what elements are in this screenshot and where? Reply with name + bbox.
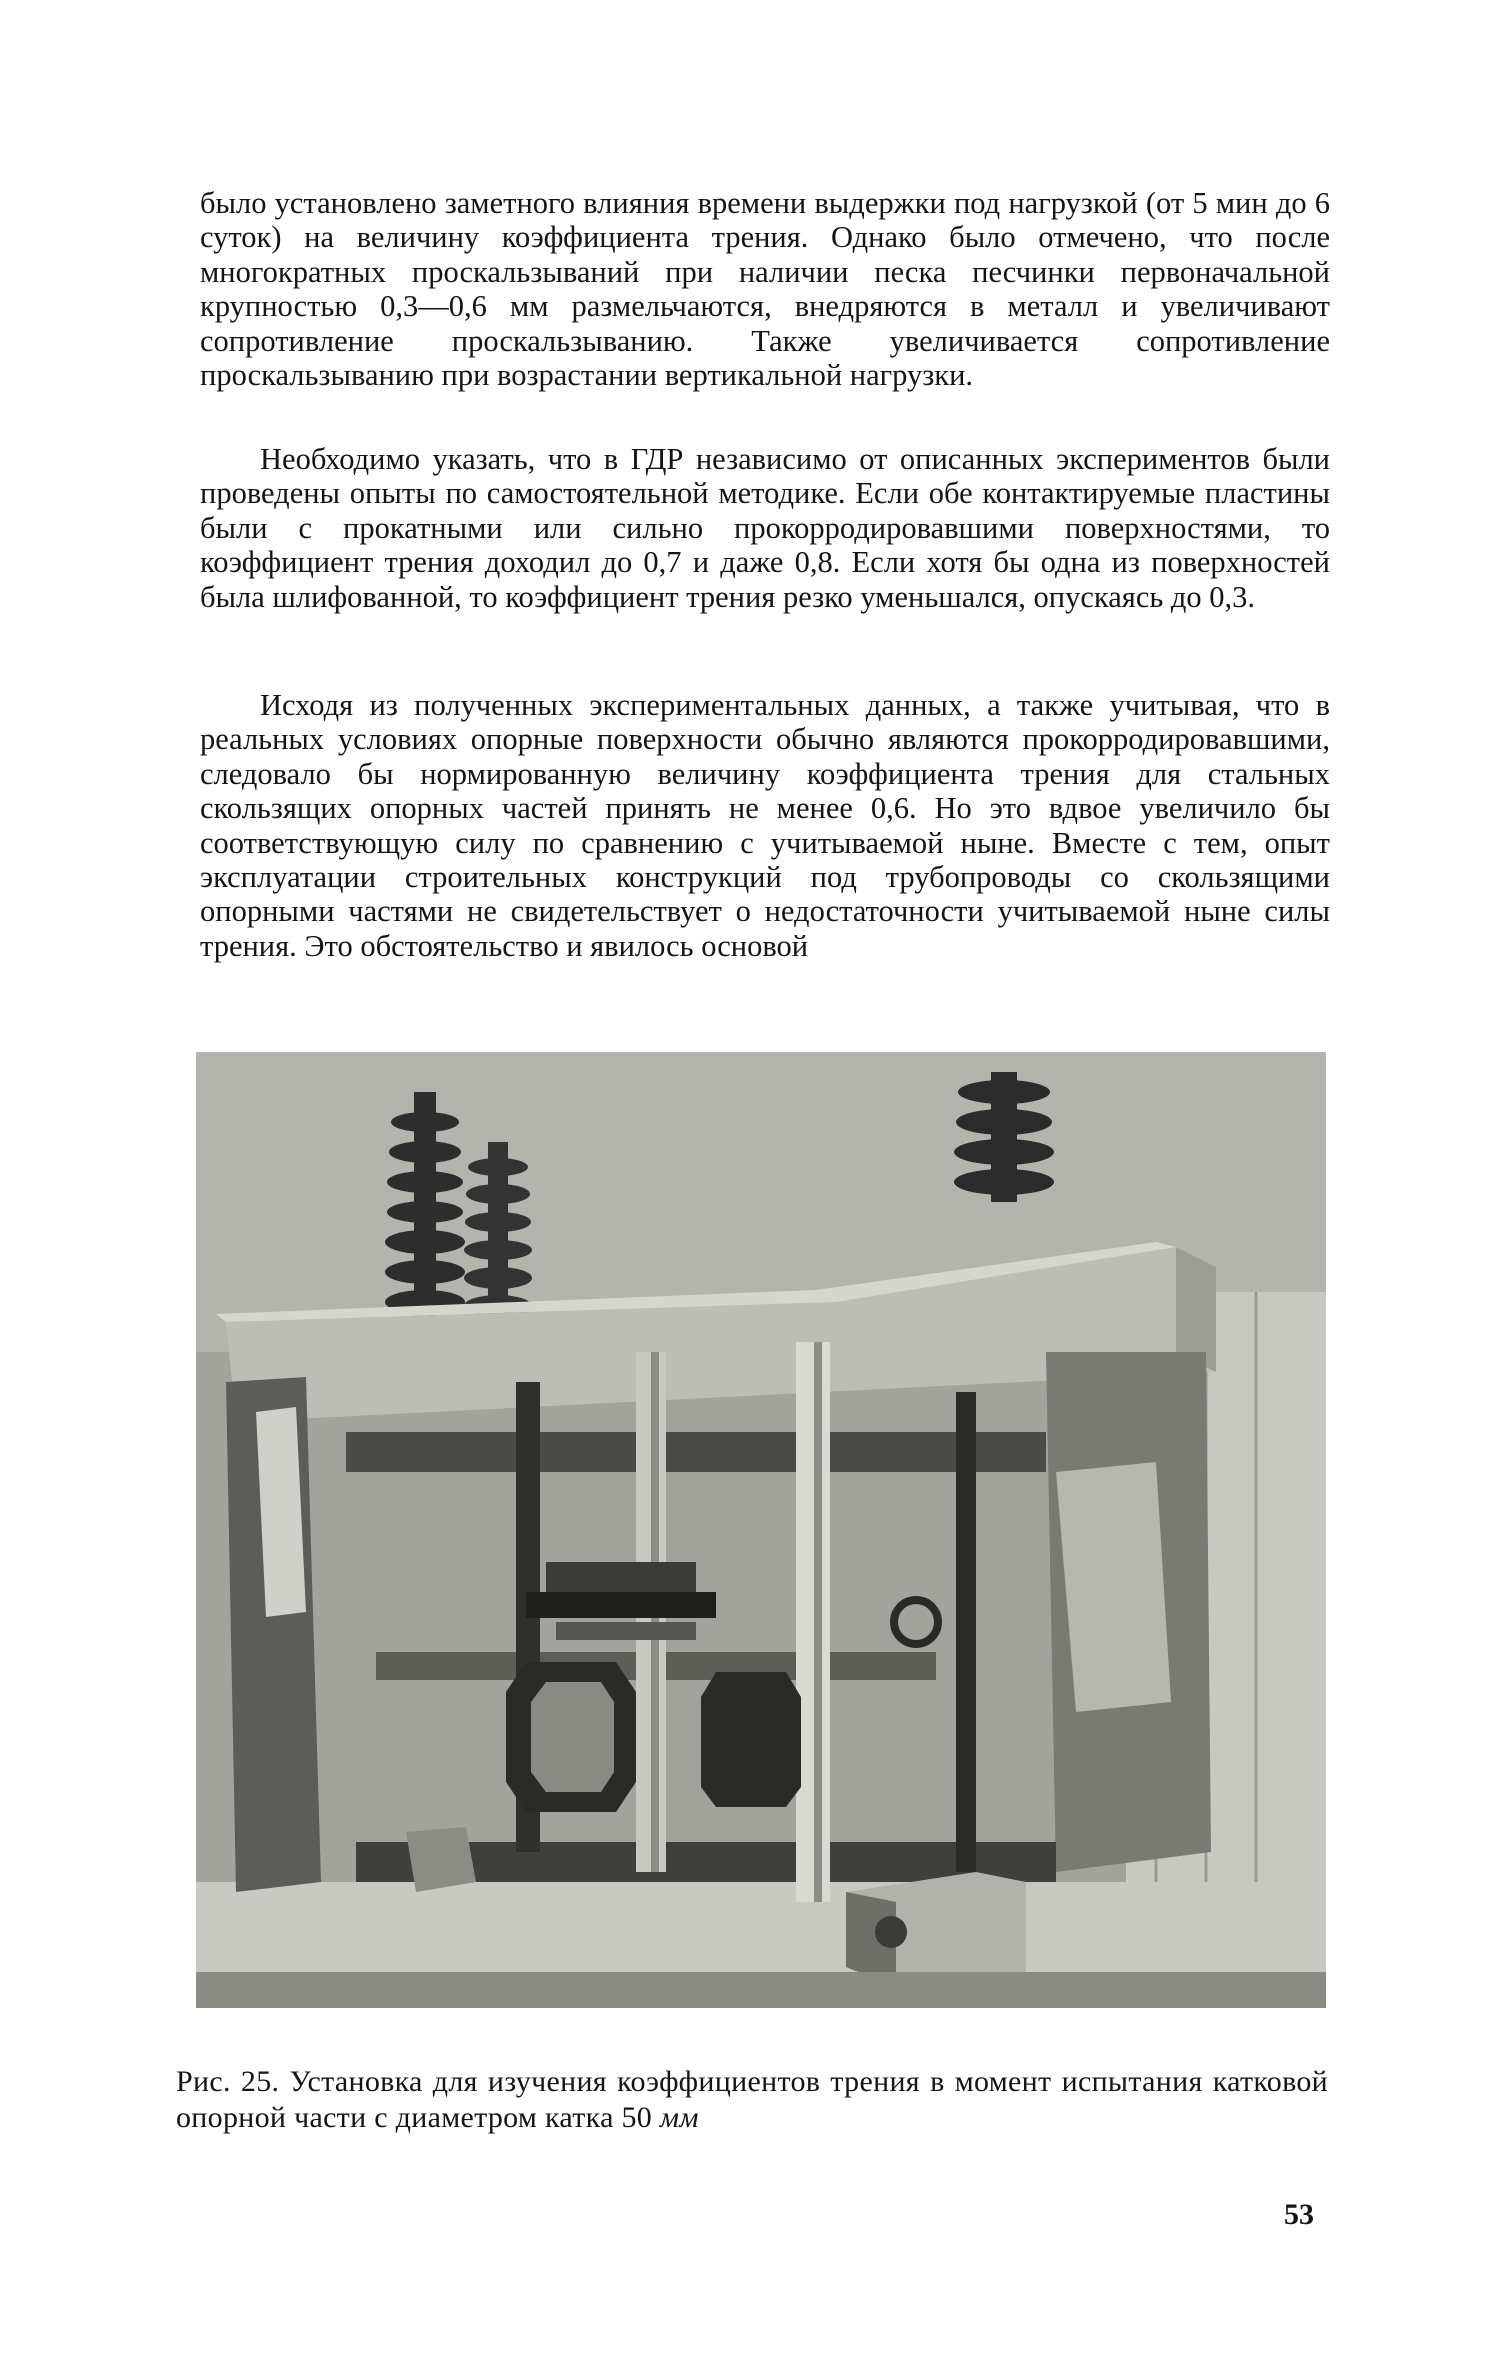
paragraph-3-text: Исходя из полученных экспериментальных данных, а также учитывая, что в реальных условиях опорные поверхности обычно являются прокорродировавшими, следовало бы нормированную величину коэффициента трения для стальных скользящих опорных частей принять не менее 0,6. Но это вдвое увеличило бы соответствующую силу по сравнению с учитываемой ныне. Вместе с тем, опыт эксплуатации строительных конструкций под трубопроводы со скользящими опорными частями не свидетельствует о недостаточности учитываемой ныне силы трения. Это обстоятельство и явилось основой [200, 688, 1330, 963]
caption-unit: мм [659, 2101, 699, 2134]
paragraph-1-text: было установлено заметного влияния времени выдержки под нагрузкой (от 5 мин до 6 суток) на величину коэффициента трения. Однако было отмечено, что после многократных проскальзываний при наличии песка песчинки первоначальной крупностью 0,3—0,6 мм размельчаются, внедряются в металл и увеличивают сопротивление проскальзыванию. Также увеличивается сопротивление проскальзыванию при возрастании вертикальной нагрузки. [200, 186, 1330, 393]
test-rig-photo [196, 1052, 1326, 2008]
figure-caption [176, 2064, 1328, 2136]
page-number: 53 [1284, 2198, 1314, 2231]
body-paragraph-3 [200, 688, 1330, 963]
caption-text: Рис. 25. Установка для изучения коэффициентов трения в момент испытания катковой опорной части с диаметром катка 50 [176, 2065, 1328, 2134]
body-paragraph-2 [200, 442, 1330, 614]
body-paragraph-1 [200, 186, 1330, 392]
paragraph-2-text: Необходимо указать, что в ГДР независимо от описанных экспериментов были проведены опыты по самостоятельной методике. Если обе контактируемые пластины были с прокатными или сильно прокорродировавшими поверхностями, то коэффициент трения доходил до 0,7 и даже 0,8. Если хотя бы одна из поверхностей была шлифованной, то коэффициент трения резко уменьшался, опускаясь до 0,3. [200, 442, 1330, 614]
